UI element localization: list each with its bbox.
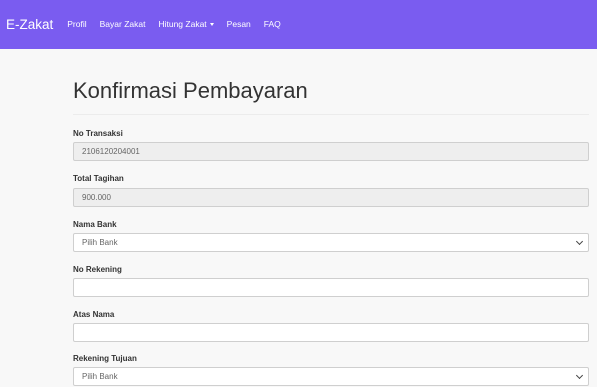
no-transaksi-label: No Transaksi <box>73 129 123 138</box>
rekening-tujuan-select[interactable] <box>73 367 589 386</box>
nama-bank-select[interactable] <box>73 233 589 252</box>
chevron-down-icon <box>576 237 583 244</box>
no-rekening-input[interactable] <box>73 278 589 297</box>
nav-dropdown-hitung-zakat[interactable] <box>158 0 213 49</box>
nav-item-label: FAQ <box>263 19 281 29</box>
atas-nama-label: Atas Nama <box>73 310 115 319</box>
nav-item-label: Hitung Zakat <box>158 19 207 29</box>
nav-item-label: Pesan <box>226 19 251 29</box>
title-divider <box>73 114 589 115</box>
atas-nama-input[interactable] <box>73 323 589 342</box>
main-content <box>0 49 597 387</box>
chevron-down-icon <box>576 371 583 378</box>
nama-bank-label: Nama Bank <box>73 220 117 229</box>
rekening-tujuan-label: Rekening Tujuan <box>73 354 137 363</box>
nav-item-pesan[interactable] <box>227 0 251 49</box>
page-title: Konfirmasi Pembayaran <box>73 78 308 103</box>
caret-down-icon <box>210 23 214 26</box>
nav-item-label: Bayar Zakat <box>99 19 146 29</box>
brand-logo[interactable]: E-Zakat <box>6 17 54 32</box>
nav-item-label: Profil <box>67 19 87 29</box>
nav-item-profil[interactable] <box>67 0 86 49</box>
rekening-tujuan-selected-value: Pilih Bank <box>82 372 118 381</box>
nav-item-bayar-zakat[interactable] <box>100 0 146 49</box>
nama-bank-selected-value: Pilih Bank <box>82 238 118 247</box>
total-tagihan-field: 900.000 <box>73 188 589 207</box>
nav-item-faq[interactable] <box>264 0 281 49</box>
no-transaksi-field: 2106120204001 <box>73 142 589 161</box>
top-navbar <box>0 0 597 49</box>
no-rekening-label: No Rekening <box>73 265 122 274</box>
total-tagihan-label: Total Tagihan <box>73 174 124 183</box>
